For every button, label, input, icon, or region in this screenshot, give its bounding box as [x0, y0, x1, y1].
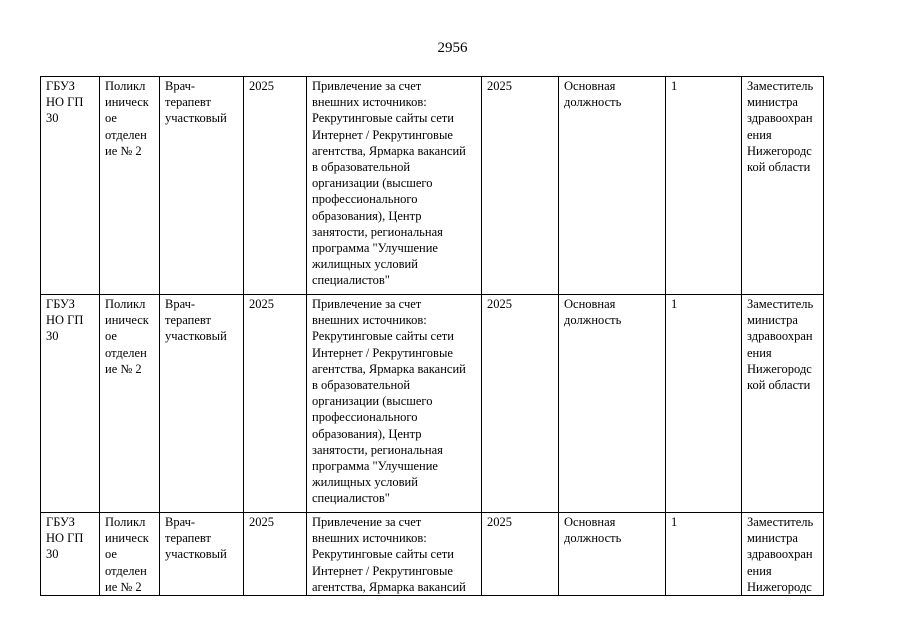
cell-recruitment-method: Привлечение за счет внешних источников: Рекрутинговые сайты сети Интернет / Рекрутинговые агентства, Ярмарка вакансий в образовательной организации (высшего профессионального образования), Центр занятости, региональная программа "Улучшение жилищных условий специалистов" [307, 295, 482, 513]
cell-organization: ГБУЗ НО ГП 30 [41, 295, 100, 513]
cell-count: 1 [666, 513, 742, 596]
cell-organization: ГБУЗ НО ГП 30 [41, 77, 100, 295]
table-row [41, 513, 824, 596]
cell-count: 1 [666, 77, 742, 295]
cell-year: 2025 [244, 295, 307, 513]
cell-target-year: 2025 [482, 513, 559, 596]
cell-responsible: Заместитель министра здравоохран ения Нижегородс [742, 513, 824, 596]
cell-responsible: Заместитель министра здравоохран ения Нижегородс кой области [742, 77, 824, 295]
cell-position-type: Основная должность [559, 513, 666, 596]
cell-organization: ГБУЗ НО ГП 30 [41, 513, 100, 596]
page-number: 2956 [437, 40, 468, 56]
cell-position-type: Основная должность [559, 77, 666, 295]
cell-count: 1 [666, 295, 742, 513]
cell-division: Поликл иническ ое отделен ие № 2 [100, 513, 160, 596]
cell-recruitment-method: Привлечение за счет внешних источников: Рекрутинговые сайты сети Интернет / Рекрутинговые агентства, Ярмарка вакансий в образовательной организации (высшего профессионального образования), Центр занятости, региональная программа "Улучшение жилищных условий специалистов" [307, 77, 482, 295]
table-row [41, 295, 824, 513]
table-row [41, 77, 824, 295]
cell-position: Врач- терапевт участковый [160, 295, 244, 513]
cell-division: Поликл иническ ое отделен ие № 2 [100, 77, 160, 295]
cell-position: Врач- терапевт участковый [160, 513, 244, 596]
cell-target-year: 2025 [482, 295, 559, 513]
cell-target-year: 2025 [482, 77, 559, 295]
staffing-table [40, 76, 824, 596]
cell-position: Врач- терапевт участковый [160, 77, 244, 295]
cell-responsible: Заместитель министра здравоохран ения Нижегородс кой области [742, 295, 824, 513]
cell-year: 2025 [244, 513, 307, 596]
cell-position-type: Основная должность [559, 295, 666, 513]
cell-year: 2025 [244, 77, 307, 295]
cell-division: Поликл иническ ое отделен ие № 2 [100, 295, 160, 513]
cell-recruitment-method: Привлечение за счет внешних источников: Рекрутинговые сайты сети Интернет / Рекрутинговые агентства, Ярмарка вакансий [307, 513, 482, 596]
